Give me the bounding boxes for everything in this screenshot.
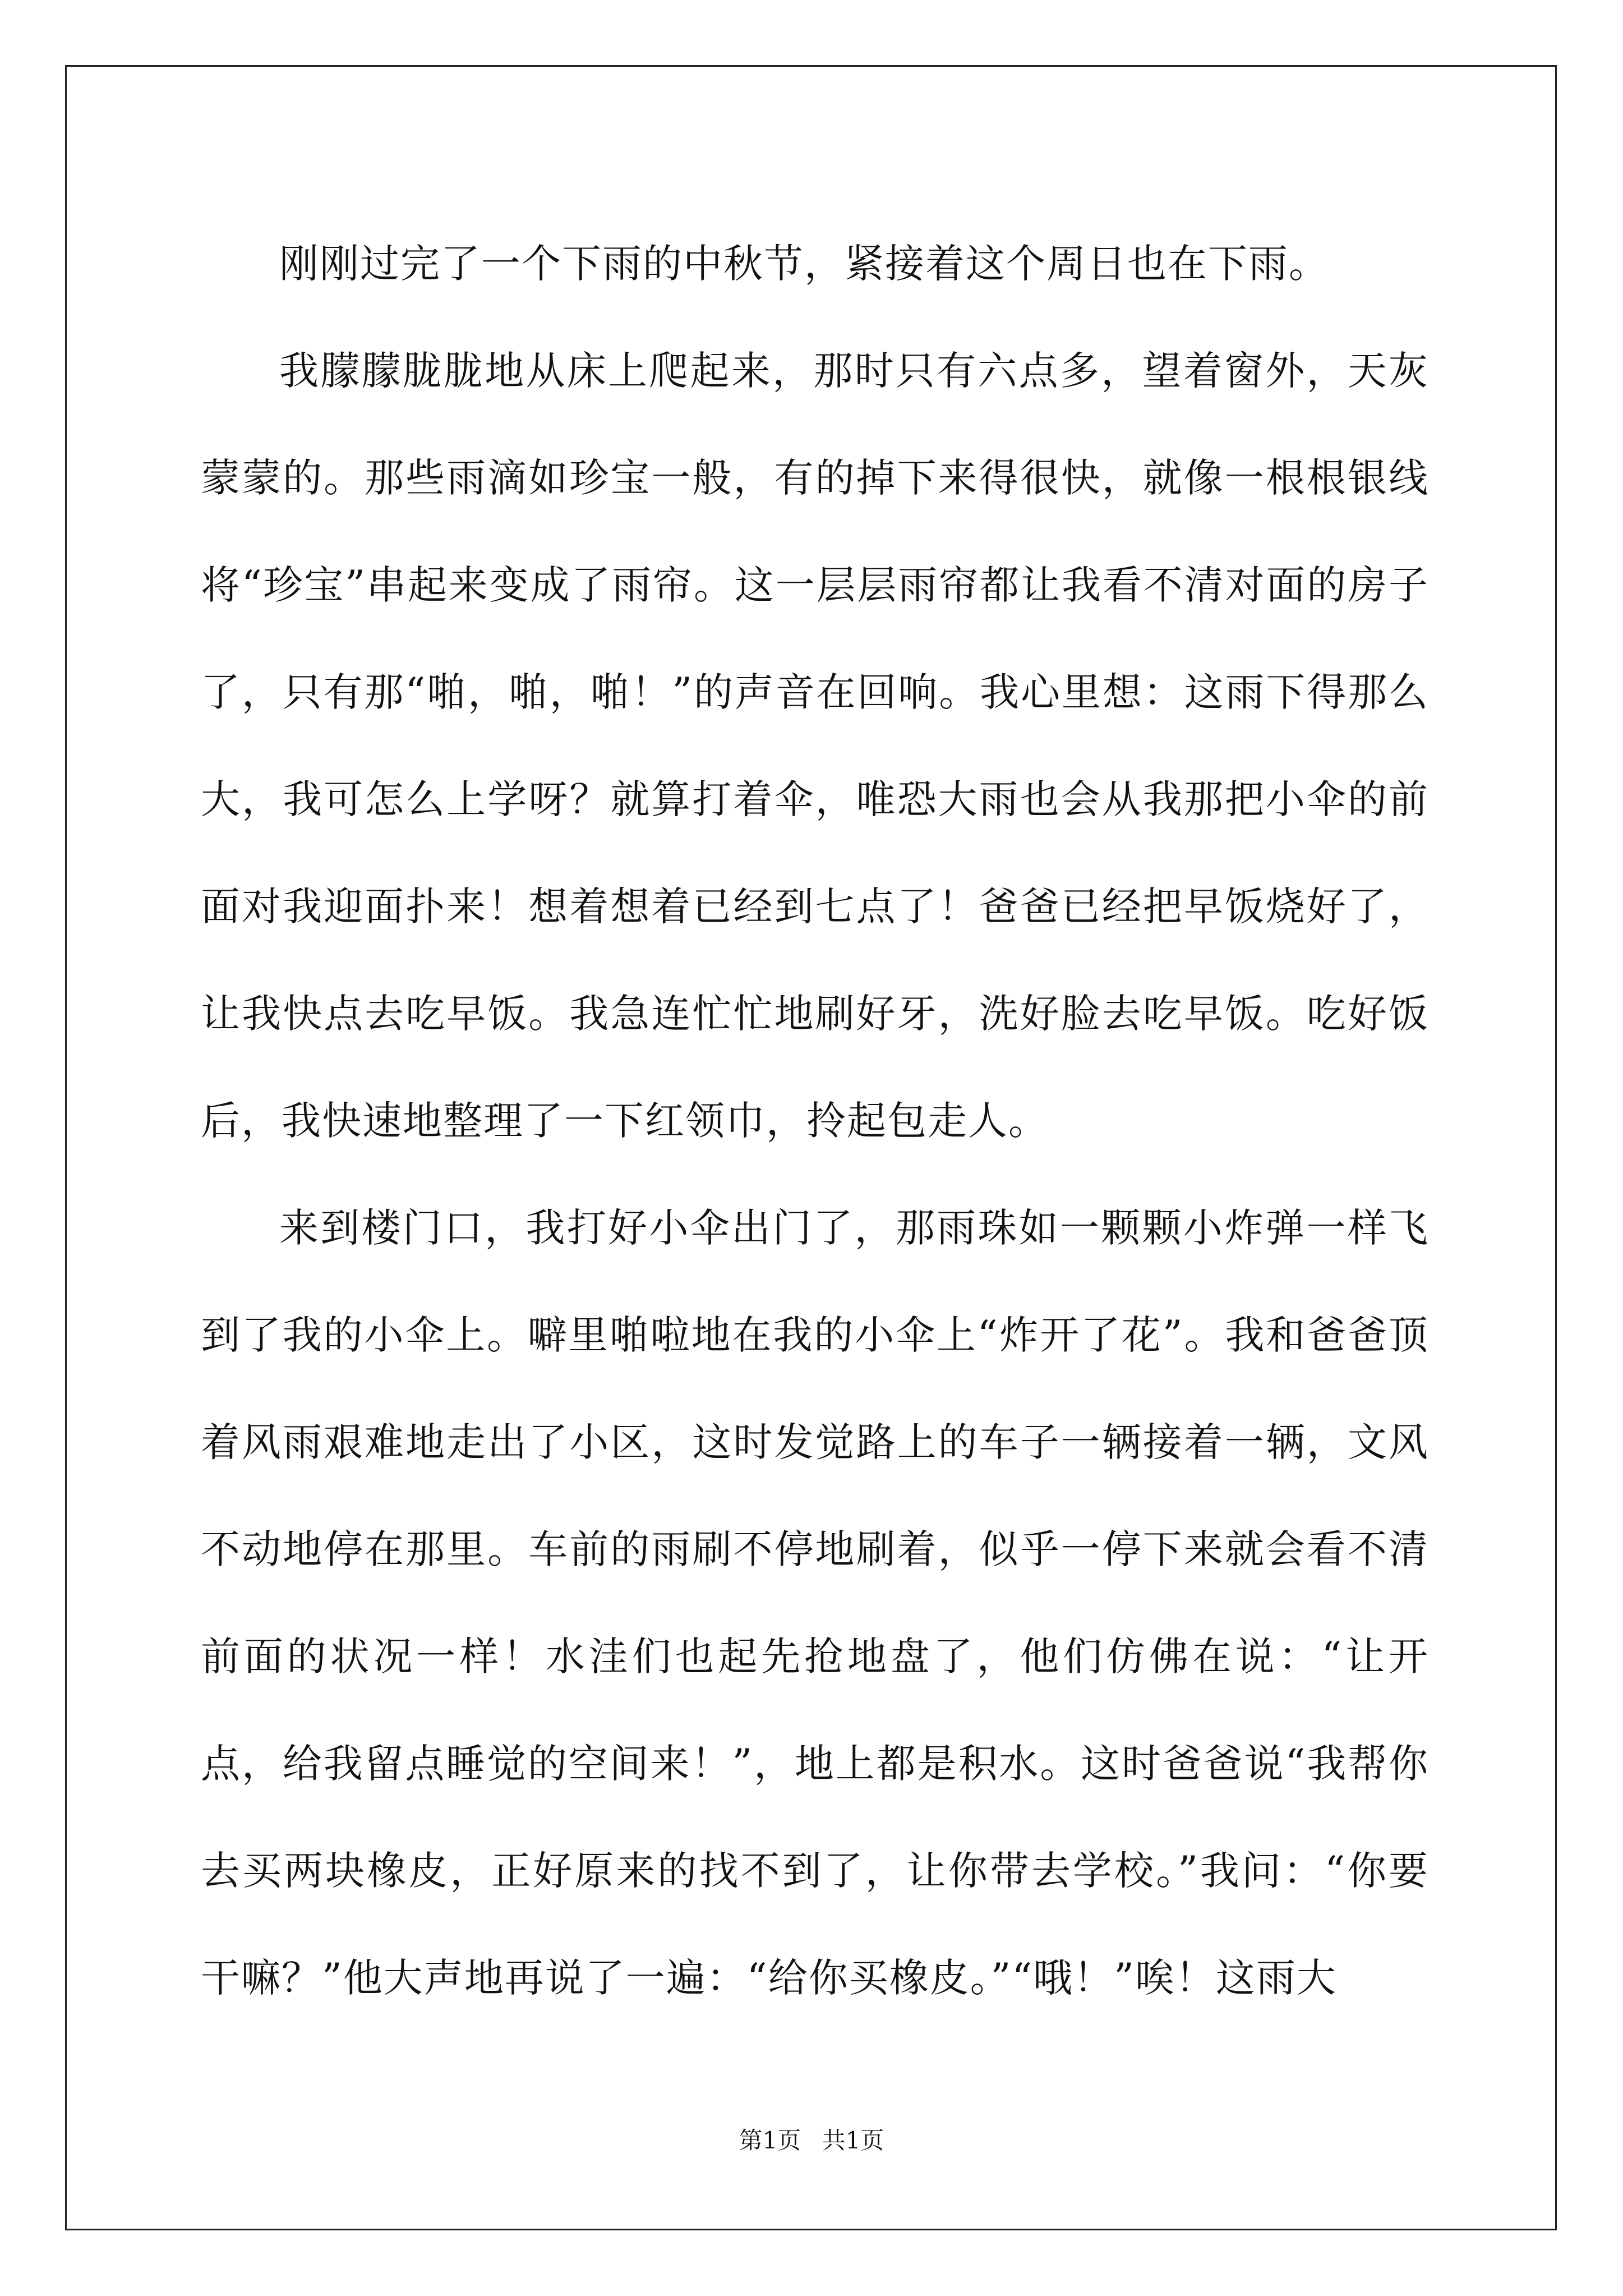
- paragraph-1: 刚刚过完了一个下雨的中秋节，紧接着这个周日也在下雨。: [279, 241, 1329, 287]
- page-number: 第1页: [739, 2127, 801, 2154]
- document-body: [201, 210, 1429, 2032]
- paragraph-2: 我朦朦胧胧地从床上爬起来，那时只有六点多，望着窗外，天灰蒙蒙的。那些雨滴如珍宝一般，有的掉下来得很快，就像一根根银线将“珍宝”串起来变成了雨帘。这一层层雨帘都让我看不清对面的房子了，只有那“啪，啪，啪！”的声音在回响。我心里想：这雨下得那么大，我可怎么上学呀？就算打着伞，唯恐大雨也会从我那把小伞的前面对我迎面扑来！想着想着已经到七点了！爸爸已经把早饭烧好了，让我快点去吃早饭。我急连忙忙地刷好牙，洗好脸去吃早饭。吃好饭后，我快速地整理了一下红领巾，拎起包走人。: [201, 348, 1429, 1144]
- page-footer: [0, 2124, 1623, 2157]
- paragraph-3: 来到楼门口，我打好小伞出门了，那雨珠如一颗颗小炸弹一样飞到了我的小伞上。噼里啪啦地在我的小伞上“炸开了花”。我和爸爸顶着风雨艰难地走出了小区，这时发觉路上的车子一辆接着一辆，文风不动地停在那里。车前的雨刷不停地刷着，似乎一停下来就会看不清前面的状况一样！水洼们也起先抢地盘了，他们仿佛在说：“让开点，给我留点睡觉的空间来！”，地上都是积水。这时爸爸说“我帮你去买两块橡皮，正好原来的找不到了，让你带去学校。”我问：“你要干嘛？”他大声地再说了一遍：“给你买橡皮。”“哦！”唉！这雨大: [201, 1205, 1429, 2001]
- page-total: 共1页: [822, 2127, 884, 2154]
